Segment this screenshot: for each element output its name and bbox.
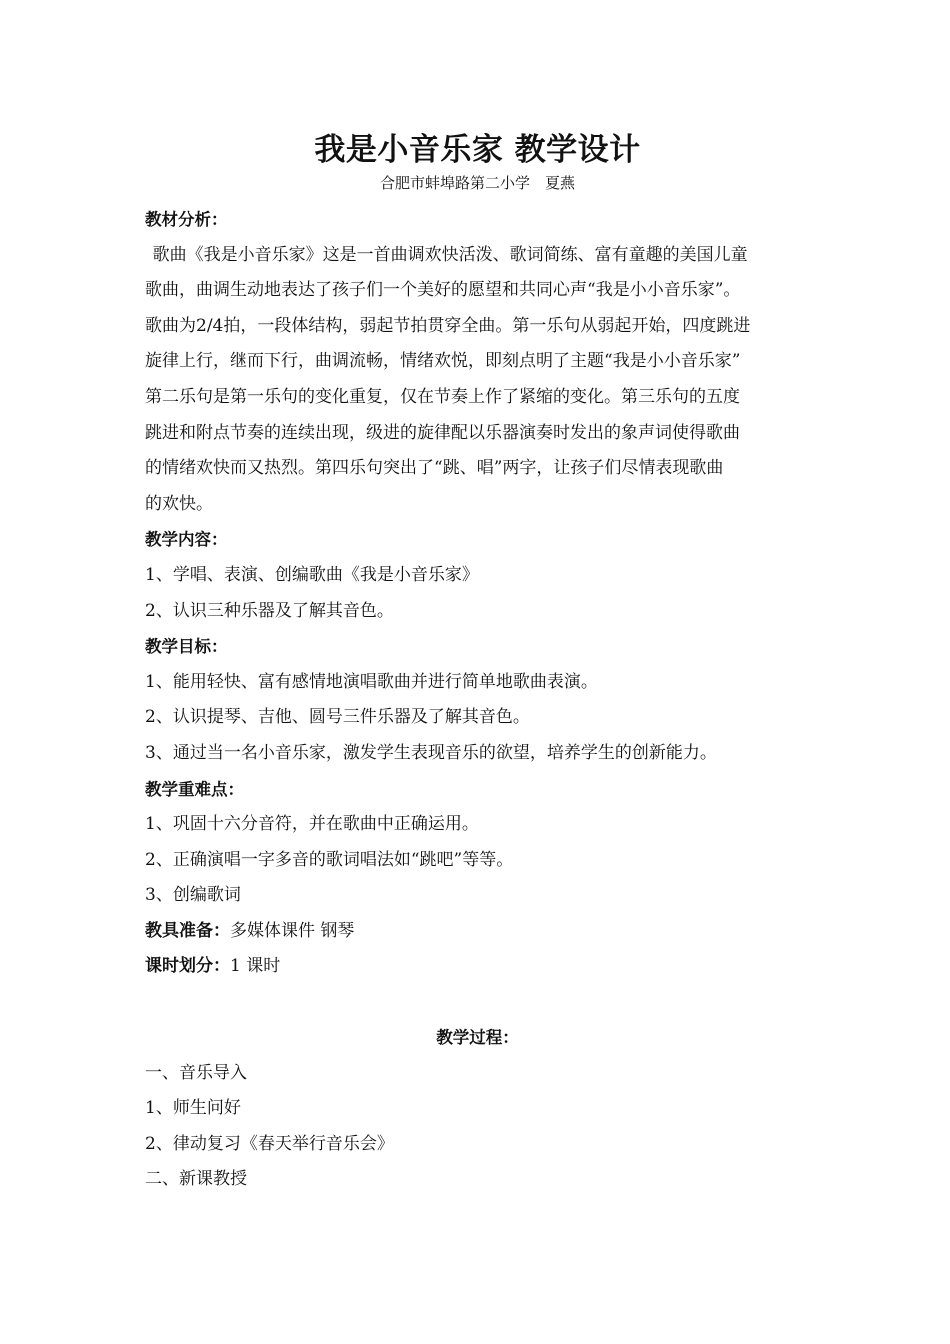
hours-value: 1 课时 (230, 956, 281, 977)
section-heading-content: 教学内容： (145, 530, 228, 550)
section-heading-keypoints: 教学重难点： (145, 779, 244, 799)
tools-line (145, 914, 810, 950)
document-author: 合肥市蚌埠路第二小学 夏燕 (379, 174, 575, 192)
content-item: 2、认识三种乐器及了解其音色。 (145, 600, 394, 621)
goal-item: 3、通过当一名小音乐家，激发学生表现音乐的欲望，培养学生的创新能力。 (145, 742, 717, 763)
blank-line (145, 985, 810, 1020)
process-item: 二、新课教授 (145, 1169, 247, 1190)
process-item: 1、师生问好 (145, 1098, 241, 1119)
analysis-line: 歌曲为2/4拍，一段体结构，弱起节拍贯穿全曲。第一乐句从弱起开始，四度跳进 (145, 315, 751, 336)
content-item: 1、学唱、表演、创编歌曲《我是小音乐家》 (145, 564, 479, 585)
goal-item: 1、能用轻快、富有感情地演唱歌曲并进行简单地歌曲表演。 (145, 671, 598, 692)
document-title: 我是小音乐家 教学设计 (314, 132, 641, 168)
hours-label: 课时划分： (145, 956, 230, 977)
analysis-line: 的欢快。 (145, 493, 213, 514)
process-item: 一、音乐导入 (145, 1062, 247, 1083)
tools-value: 多媒体课件 钢琴 (230, 920, 355, 941)
analysis-line: 旋律上行，继而下行，曲调流畅，情绪欢悦，即刻点明了主题“我是小小音乐家” (145, 351, 741, 372)
analysis-line: 歌曲《我是小音乐家》这是一首曲调欢快活泼、歌词简练、富有童趣的美国儿童 (152, 244, 748, 265)
goal-item: 2、认识提琴、吉他、圆号三件乐器及了解其音色。 (145, 707, 530, 728)
hours-line (145, 949, 810, 985)
analysis-line: 的情绪欢快而又热烈。第四乐句突出了“跳、唱”两字，让孩子们尽情表现歌曲 (145, 458, 724, 479)
keypoint-item: 2、正确演唱一字多音的歌词唱法如“跳吧”等等。 (145, 849, 514, 870)
analysis-line: 跳进和附点节奏的连续出现，级进的旋律配以乐器演奏时发出的象声词使得歌曲 (145, 422, 740, 443)
section-heading-process: 教学过程： (436, 1028, 519, 1048)
analysis-line: 第二乐句是第一乐句的变化重复，仅在节奏上作了紧缩的变化。第三乐句的五度 (145, 386, 740, 407)
section-heading-goals: 教学目标： (145, 637, 228, 657)
keypoint-item: 3、创编歌词 (145, 885, 241, 906)
analysis-line: 歌曲，曲调生动地表达了孩子们一个美好的愿望和共同心声“我是小小音乐家”。 (145, 280, 741, 301)
keypoint-item: 1、巩固十六分音符，并在歌曲中正确运用。 (145, 814, 479, 835)
tools-label: 教具准备： (145, 920, 230, 941)
section-heading-analysis: 教材分析： (145, 210, 228, 229)
process-item: 2、律动复习《春天举行音乐会》 (145, 1133, 394, 1154)
